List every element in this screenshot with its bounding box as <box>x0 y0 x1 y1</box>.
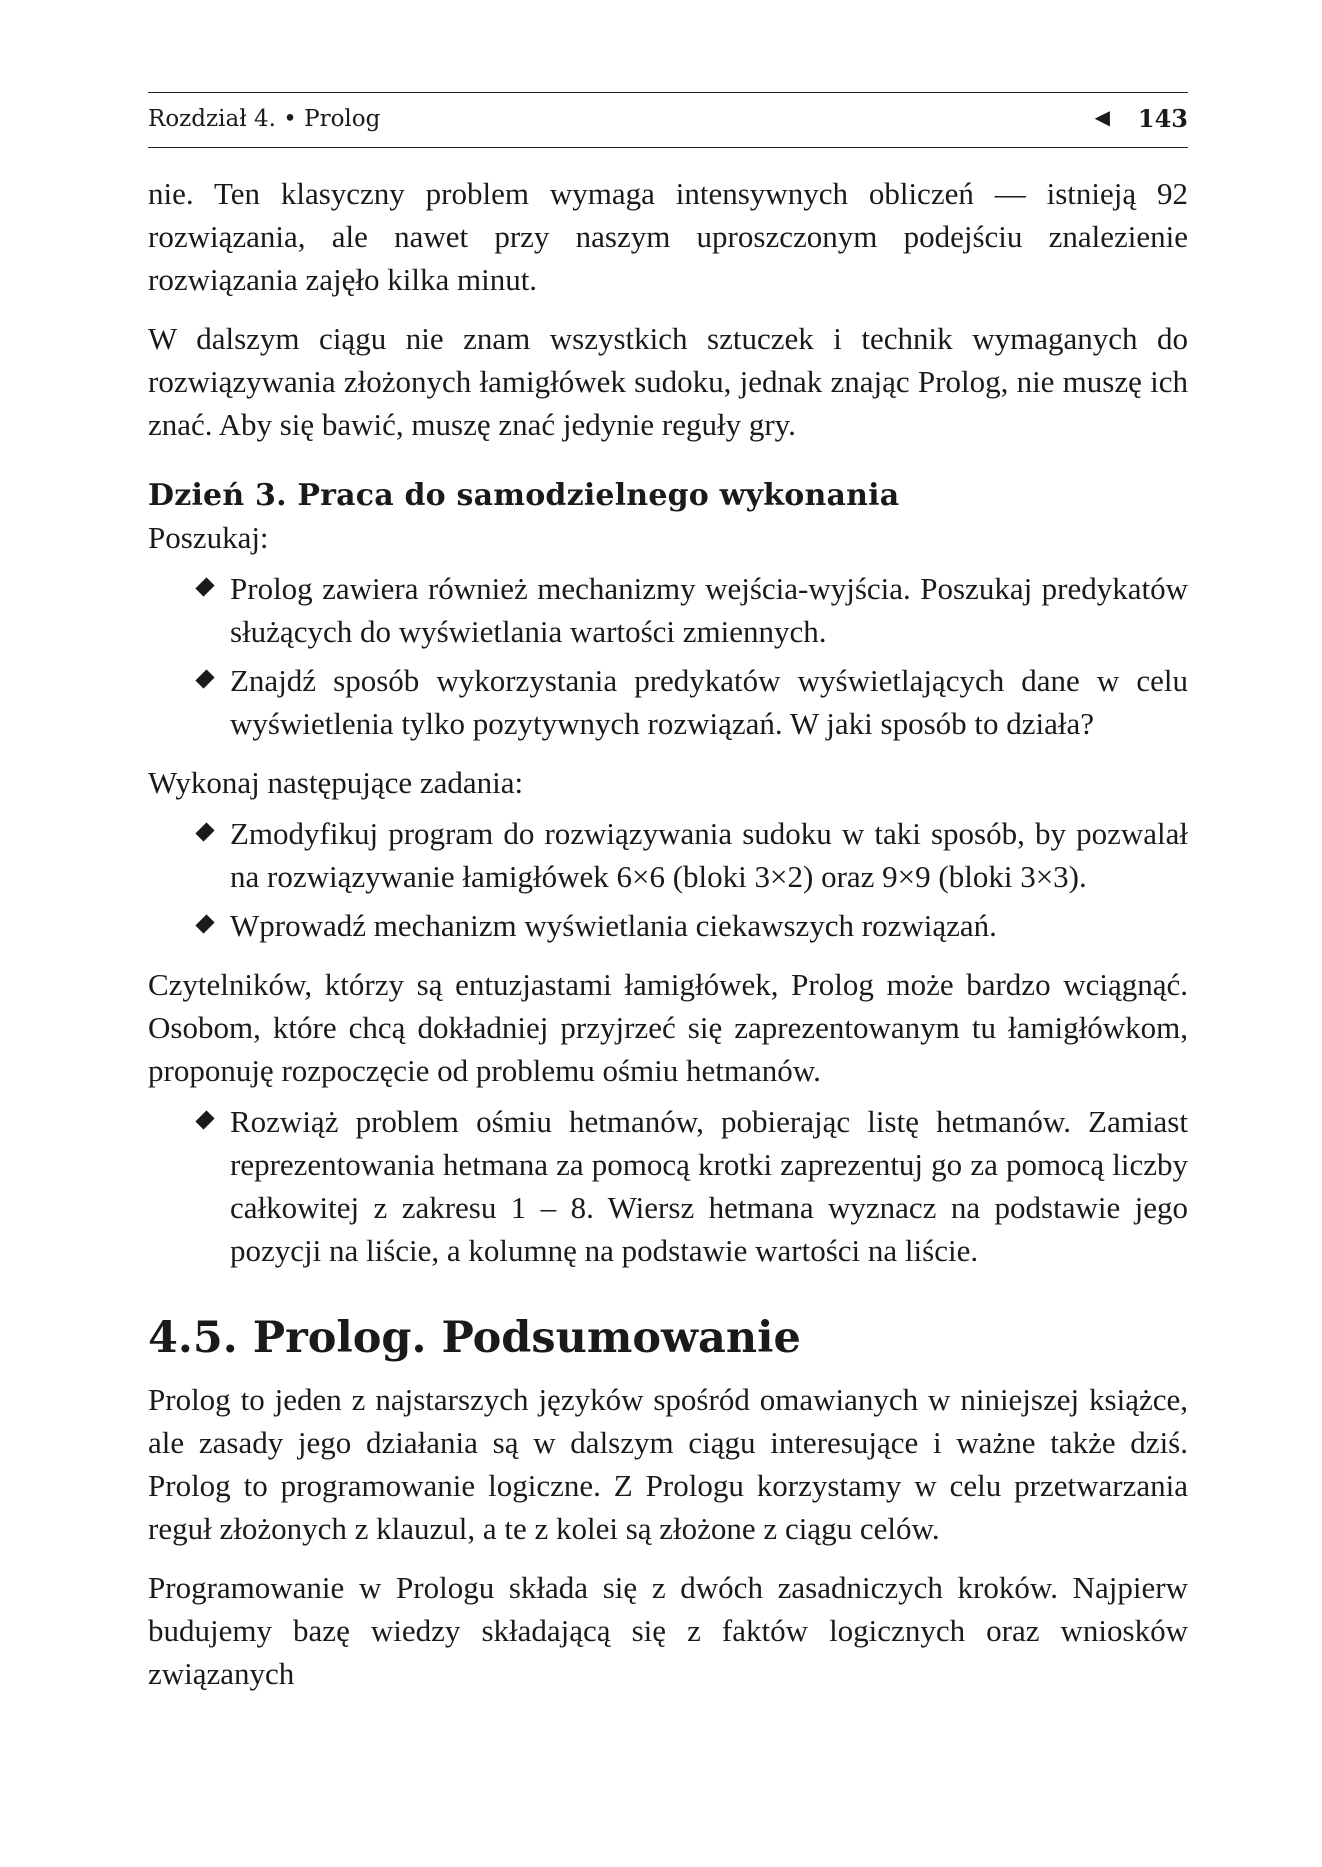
book-page <box>148 92 1188 1695</box>
chapter-title: Rozdział 4. • Prolog <box>148 106 381 132</box>
find-list <box>148 567 1188 745</box>
list-item-text: Rozwiąż problem ośmiu hetmanów, pobierając listę hetmanów. Zamiast reprezentowania hetmana za pomocą krotki zaprezentuj go za pomocą liczby całkowitej z zakresu 1 – 8. Wiersz hetmana wyznacz na podstawie jego pozycji na liście, a kolumnę na podstawie wartości na liście. <box>230 1104 1188 1268</box>
diamond-bullet-icon <box>195 577 214 596</box>
left-arrow-icon: ◀ <box>1094 105 1110 129</box>
intro-paragraph-1: nie. Ten klasyczny problem wymaga intensywnych obliczeń — istnieją 92 rozwiązania, ale nawet przy naszym uproszczonym podejściu znalezienie rozwiązania zajęło kilka minut. <box>148 176 1188 297</box>
list-item-text: Prolog zawiera również mechanizmy wejścia-wyjścia. Poszukaj predykatów służących do wyświetlania wartości zmiennych. <box>230 571 1188 649</box>
page-body <box>148 172 1188 1695</box>
list-item <box>148 904 1188 947</box>
summary-paragraph-2: Programowanie w Prologu składa się z dwóch zasadniczych kroków. Najpierw budujemy bazę wiedzy składającą się z faktów logicznych oraz wniosków związanych <box>148 1570 1188 1691</box>
day3-heading: Dzień 3. Praca do samodzielnego wykonania <box>148 478 900 513</box>
list-item-text: Znajdź sposób wykorzystania predykatów wyświetlających dane w celu wyświetlenia tylko pozytywnych rozwiązań. W jaki sposób to działa? <box>230 663 1188 741</box>
list-item-text: Wprowadź mechanizm wyświetlania ciekawszych rozwiązań. <box>230 908 997 943</box>
summary-heading: 4.5. Prolog. Podsumowanie <box>148 1313 801 1363</box>
running-header <box>148 92 1188 148</box>
tasks-list <box>148 812 1188 947</box>
intro-paragraph-2: W dalszym ciągu nie znam wszystkich sztuczek i technik wymaganych do rozwiązywania złożonych łamigłówek sudoku, jednak znając Prolog, nie muszę ich znać. Aby się bawić, muszę znać jedynie reguły gry. <box>148 321 1188 442</box>
fans-paragraph: Czytelników, którzy są entuzjastami łamigłówek, Prolog może bardzo wciągnąć. Osobom, które chcą dokładniej przyjrzeć się zaprezentowanym tu łamigłówkom, proponuję rozpoczęcie od problemu ośmiu hetmanów. <box>148 967 1188 1088</box>
diamond-bullet-icon <box>195 1110 214 1129</box>
page-number: 143 <box>1137 104 1188 133</box>
list-item <box>148 1100 1188 1272</box>
diamond-bullet-icon <box>195 914 214 933</box>
list-item-text: Zmodyfikuj program do rozwiązywania sudoku w taki sposób, by pozwalał na rozwiązywanie łamigłówek 6×6 (bloki 3×2) oraz 9×9 (bloki 3×3). <box>230 816 1188 894</box>
diamond-bullet-icon <box>195 822 214 841</box>
diamond-bullet-icon <box>195 669 214 688</box>
list-item <box>148 567 1188 653</box>
queens-list <box>148 1100 1188 1272</box>
list-item <box>148 812 1188 898</box>
find-label: Poszukaj: <box>148 520 269 555</box>
tasks-label: Wykonaj następujące zadania: <box>148 765 524 800</box>
list-item <box>148 659 1188 745</box>
summary-paragraph-1: Prolog to jeden z najstarszych języków spośród omawianych w niniejszej książce, ale zasady jego działania są w dalszym ciągu interesujące i ważne także dziś. Prolog to programowanie logiczne. Z Prologu korzystamy w celu przetwarzania reguł złożonych z klauzul, a te z kolei są złożone z ciągu celów. <box>148 1382 1188 1546</box>
